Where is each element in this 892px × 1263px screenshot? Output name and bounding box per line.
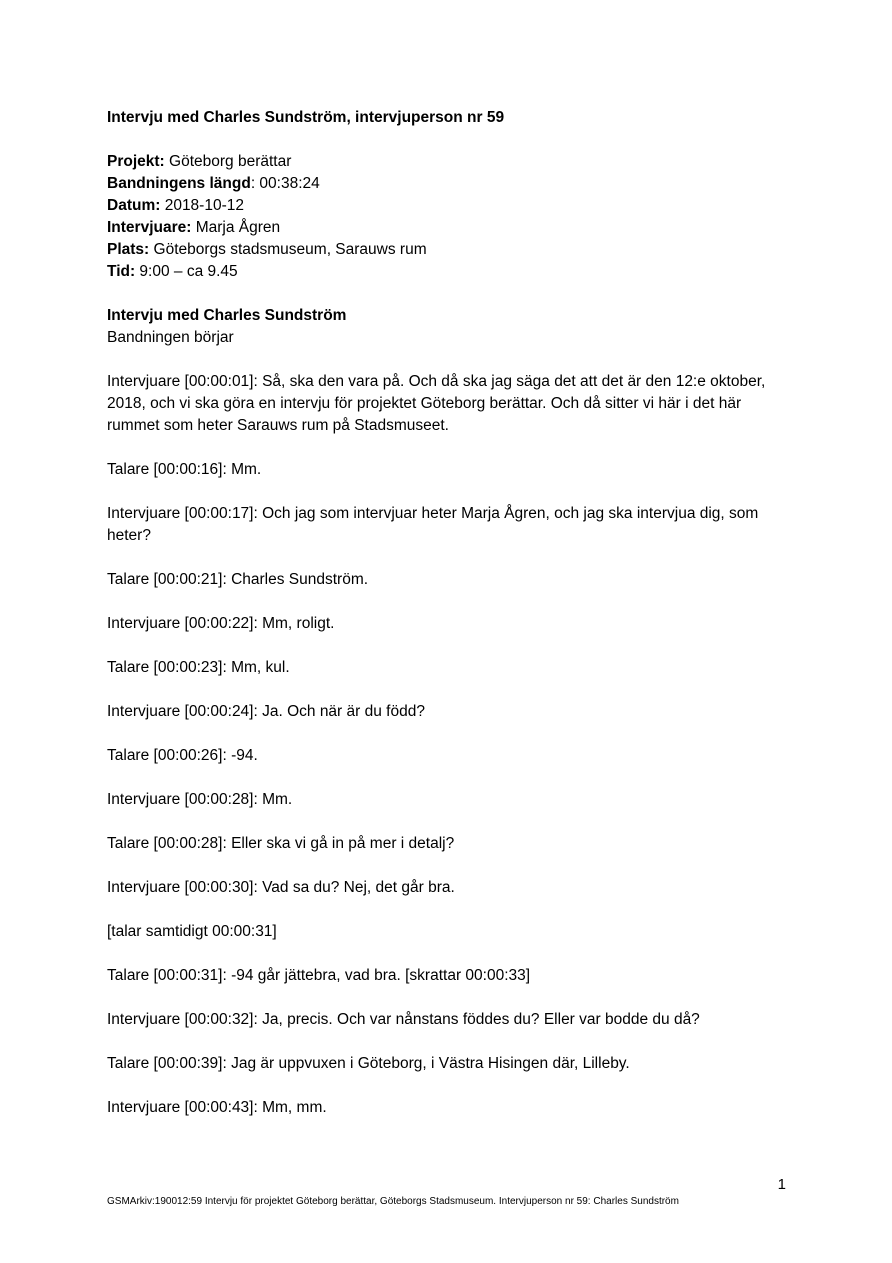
meta-label: Plats: (107, 241, 150, 258)
page-number: 1 (777, 1176, 786, 1193)
meta-value: : 00:38:24 (250, 175, 320, 192)
transcript-entry: Intervjuare [00:00:32]: Ja, precis. Och var nånstans föddes du? Eller var bodde du då? (107, 1011, 700, 1028)
section-heading: Intervju med Charles Sundström (107, 307, 347, 324)
transcript-entry: Intervjuare [00:00:17]: Och jag som intervjuar heter Marja Ågren, och jag ska intervjua dig, som heter? (107, 505, 759, 544)
meta-label: Bandningens längd (107, 175, 251, 192)
transcript-entry: Intervjuare [00:00:24]: Ja. Och när är du född? (107, 703, 425, 720)
meta-bandningens-langd (107, 173, 797, 195)
transcript-entry: Talare [00:00:28]: Eller ska vi gå in på mer i detalj? (107, 835, 455, 852)
meta-value: Göteborgs stadsmuseum, Sarauws rum (149, 241, 427, 258)
transcript-entry: Talare [00:00:23]: Mm, kul. (107, 659, 290, 676)
document-title: Intervju med Charles Sundström, intervjuperson nr 59 (107, 109, 505, 126)
transcript-entry: Talare [00:00:26]: -94. (107, 747, 258, 764)
meta-tid (107, 261, 797, 283)
transcript-entry: Intervjuare [00:00:30]: Vad sa du? Nej, det går bra. (107, 879, 455, 896)
meta-value: 9:00 – ca 9.45 (135, 263, 238, 280)
transcript-entry: Intervjuare [00:00:22]: Mm, roligt. (107, 615, 335, 632)
meta-label: Datum: (107, 197, 161, 214)
document-page (107, 107, 797, 1141)
transcript-entry: Intervjuare [00:00:28]: Mm. (107, 791, 293, 808)
transcript-entry: Talare [00:00:16]: Mm. (107, 461, 262, 478)
transcript (107, 371, 797, 1119)
page-footer: GSMArkiv:190012:59 Intervju för projektet Göteborg berättar, Göteborgs Stadsmuseum. Intervjuperson nr 59: Charles Sundström (107, 1196, 679, 1207)
transcript-entry: Talare [00:00:21]: Charles Sundström. (107, 571, 369, 588)
meta-value: Marja Ågren (191, 219, 281, 236)
transcript-entry: Talare [00:00:31]: -94 går jättebra, vad bra. [skrattar 00:00:33] (107, 967, 531, 984)
metadata-block (107, 151, 797, 283)
meta-value: 2018-10-12 (160, 197, 244, 214)
transcript-entry: Talare [00:00:39]: Jag är uppvuxen i Göteborg, i Västra Hisingen där, Lilleby. (107, 1055, 630, 1072)
transcript-entry: Intervjuare [00:00:43]: Mm, mm. (107, 1099, 327, 1116)
transcript-entry: [talar samtidigt 00:00:31] (107, 923, 277, 940)
meta-datum (107, 195, 797, 217)
meta-value: Göteborg berättar (164, 153, 292, 170)
meta-label: Intervjuare: (107, 219, 192, 236)
section-subheading: Bandningen börjar (107, 329, 234, 346)
meta-projekt (107, 151, 797, 173)
meta-plats (107, 239, 797, 261)
meta-intervjuare (107, 217, 797, 239)
transcript-entry: Intervjuare [00:00:01]: Så, ska den vara på. Och då ska jag säga det att det är den 12:e oktober, 2018, och vi ska göra en intervju för projektet Göteborg berättar. Och då sitter vi här i det här rummet som heter Sarauws rum på Stadsmuseet. (107, 373, 766, 434)
meta-label: Tid: (107, 263, 136, 280)
meta-label: Projekt: (107, 153, 165, 170)
